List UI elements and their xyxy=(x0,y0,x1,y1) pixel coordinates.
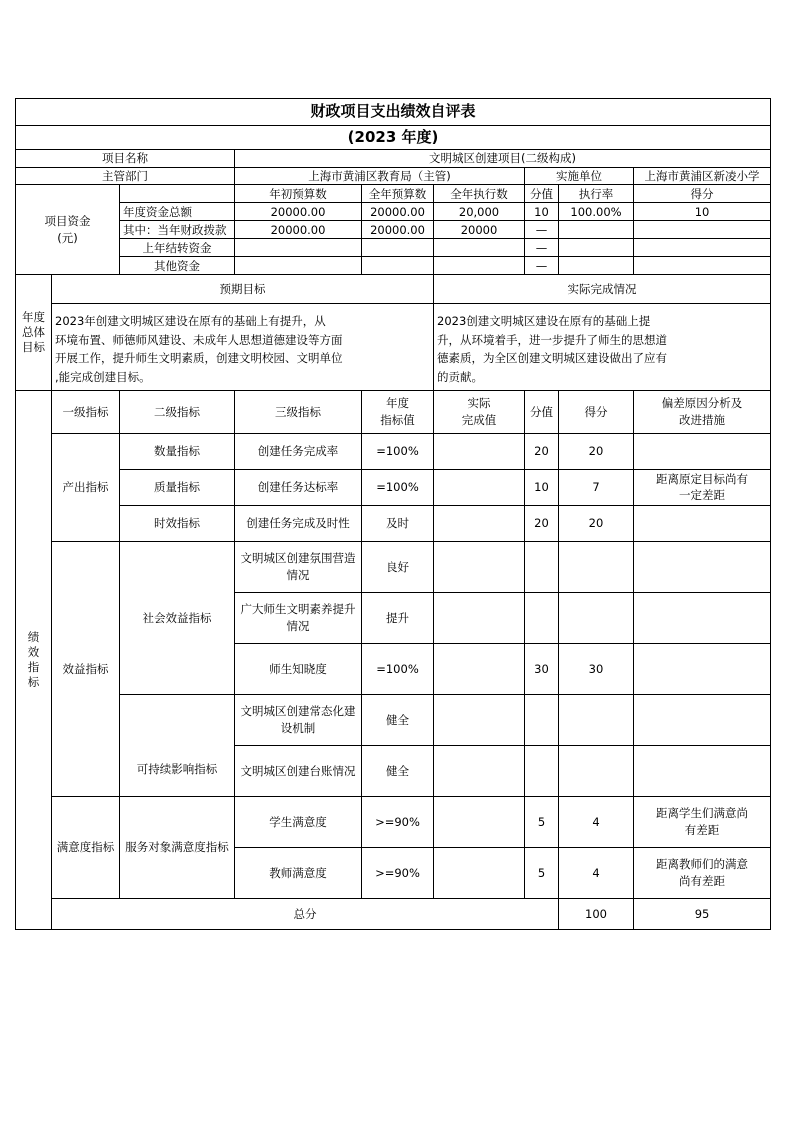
indicator-target: =100% xyxy=(362,643,434,694)
indicator-level3: 文明城区创建台账情况 xyxy=(235,745,362,796)
dept-value: 上海市黄浦区教育局（主管) xyxy=(235,167,525,185)
funds-header-executed: 全年执行数 xyxy=(434,185,525,203)
indicator-actual xyxy=(434,433,525,469)
indicator-level1-benefit: 效益指标 xyxy=(52,541,120,796)
funds-row-carryover xyxy=(16,239,771,257)
indicator-score: 4 xyxy=(559,796,634,847)
indicator-deviation xyxy=(634,694,771,745)
indicator-score: 4 xyxy=(559,847,634,898)
indicator-row xyxy=(16,433,771,469)
project-name-label: 项目名称 xyxy=(16,150,235,168)
indicator-score-value: 20 xyxy=(525,433,559,469)
indicator-actual xyxy=(434,505,525,541)
funds-header-initial: 年初预算数 xyxy=(235,185,362,203)
indicator-level2-sustainable: 可持续影响指标 xyxy=(120,694,235,796)
indicator-score-value: 5 xyxy=(525,847,559,898)
indicator-actual xyxy=(434,847,525,898)
indicator-row xyxy=(16,694,771,745)
dept-label: 主管部门 xyxy=(16,167,235,185)
funds-header-score-value: 分值 xyxy=(525,185,559,203)
report-year: (2023 年度) xyxy=(16,126,771,150)
indicator-header-deviation: 偏差原因分析及 改进措施 xyxy=(634,390,771,433)
funds-header-rate: 执行率 xyxy=(559,185,634,203)
funds-rate: 100.00% xyxy=(559,203,634,221)
funds-row-label: 其中：当年财政拨款 xyxy=(120,221,235,239)
indicator-level2: 质量指标 xyxy=(120,469,235,505)
indicator-header-level1: 一级指标 xyxy=(52,390,120,433)
indicator-deviation: 距离教师们的满意 尚有差距 xyxy=(634,847,771,898)
indicator-score-value: 5 xyxy=(525,796,559,847)
unit-label: 实施单位 xyxy=(525,167,634,185)
indicator-level1-output: 产出指标 xyxy=(52,433,120,541)
indicator-score xyxy=(559,745,634,796)
funds-rate xyxy=(559,257,634,275)
indicator-score: 20 xyxy=(559,433,634,469)
funds-annual xyxy=(362,257,434,275)
funds-score-value: — xyxy=(525,239,559,257)
indicator-actual xyxy=(434,745,525,796)
indicator-score xyxy=(559,541,634,592)
indicator-score: 20 xyxy=(559,505,634,541)
indicator-actual xyxy=(434,694,525,745)
goals-label: 年度 总体 目标 xyxy=(16,275,52,391)
funds-row-label: 年度资金总额 xyxy=(120,203,235,221)
funds-executed xyxy=(434,239,525,257)
indicator-level3: 师生知晓度 xyxy=(235,643,362,694)
total-score-value: 100 xyxy=(559,898,634,929)
funds-annual: 20000.00 xyxy=(362,203,434,221)
indicator-deviation xyxy=(634,745,771,796)
funds-initial: 20000.00 xyxy=(235,221,362,239)
indicators-label: 绩 效 指 标 xyxy=(16,390,52,929)
funds-row-label: 上年结转资金 xyxy=(120,239,235,257)
indicator-deviation xyxy=(634,433,771,469)
indicator-actual xyxy=(434,469,525,505)
funds-initial xyxy=(235,257,362,275)
indicator-row xyxy=(16,469,771,505)
goals-actual-text: 2023创建文明城区建设在原有的基础上提 升，从环境着手，进一步提升了师生的思想道 德素质，为全区创建文明城区建设做出了应有 的贡献。 xyxy=(434,304,771,391)
indicator-deviation xyxy=(634,592,771,643)
indicator-row xyxy=(16,541,771,592)
funds-score: 10 xyxy=(634,203,771,221)
indicator-deviation: 距离原定目标尚有 一定差距 xyxy=(634,469,771,505)
funds-score xyxy=(634,239,771,257)
funds-score-value: — xyxy=(525,257,559,275)
indicator-header-score: 得分 xyxy=(559,390,634,433)
indicator-level3: 文明城区创建氛围营造 情况 xyxy=(235,541,362,592)
project-name-value: 文明城区创建项目(二级构成) xyxy=(235,150,771,168)
indicator-header-target: 年度 指标值 xyxy=(362,390,434,433)
indicator-target: 健全 xyxy=(362,745,434,796)
indicator-score-value xyxy=(525,694,559,745)
indicator-score-value xyxy=(525,745,559,796)
indicator-level3: 教师满意度 xyxy=(235,847,362,898)
funds-initial: 20000.00 xyxy=(235,203,362,221)
funds-score xyxy=(634,257,771,275)
funds-header-score: 得分 xyxy=(634,185,771,203)
funds-score-value: — xyxy=(525,221,559,239)
indicator-row xyxy=(16,796,771,847)
indicator-score: 30 xyxy=(559,643,634,694)
indicator-level2: 时效指标 xyxy=(120,505,235,541)
indicator-level2: 数量指标 xyxy=(120,433,235,469)
funds-row-fiscal xyxy=(16,221,771,239)
funds-row-other xyxy=(16,257,771,275)
funds-executed: 20,000 xyxy=(434,203,525,221)
indicator-target: 及时 xyxy=(362,505,434,541)
goals-actual-header: 实际完成情况 xyxy=(434,275,771,304)
goals-expected-text: 2023年创建文明城区建设在原有的基础上有提升，从 环境布置、师德师风建设、未成年人思想道德建设等方面 开展工作，提升师生文明素质，创建文明校园、文明单位 ,能完成创建目标。 xyxy=(52,304,434,391)
indicator-actual xyxy=(434,643,525,694)
indicator-target: 健全 xyxy=(362,694,434,745)
indicator-level1-satisfaction: 满意度指标 xyxy=(52,796,120,898)
funds-annual: 20000.00 xyxy=(362,221,434,239)
total-score: 95 xyxy=(634,898,771,929)
indicator-header-actual: 实际 完成值 xyxy=(434,390,525,433)
funds-score xyxy=(634,221,771,239)
indicator-actual xyxy=(434,592,525,643)
indicator-target: 提升 xyxy=(362,592,434,643)
indicator-level2-service: 服务对象满意度指标 xyxy=(120,796,235,898)
funds-rate xyxy=(559,239,634,257)
funds-annual xyxy=(362,239,434,257)
indicator-level3: 创建任务完成率 xyxy=(235,433,362,469)
indicator-score-value: 30 xyxy=(525,643,559,694)
funds-score-value: 10 xyxy=(525,203,559,221)
indicator-deviation xyxy=(634,541,771,592)
indicator-score-value xyxy=(525,541,559,592)
indicator-score xyxy=(559,694,634,745)
indicator-level2-social: 社会效益指标 xyxy=(120,541,235,694)
indicator-deviation xyxy=(634,505,771,541)
funds-row-total xyxy=(16,203,771,221)
indicator-score-value xyxy=(525,592,559,643)
funds-label: 项目资金 (元) xyxy=(16,185,120,275)
indicator-score-value: 20 xyxy=(525,505,559,541)
indicator-level3: 创建任务完成及时性 xyxy=(235,505,362,541)
total-label: 总分 xyxy=(52,898,559,929)
indicator-actual xyxy=(434,796,525,847)
indicator-level3: 广大师生文明素养提升 情况 xyxy=(235,592,362,643)
page-title: 财政项目支出绩效自评表 xyxy=(16,99,771,126)
funds-header-annual: 全年预算数 xyxy=(362,185,434,203)
funds-rate xyxy=(559,221,634,239)
indicator-header-level3: 三级指标 xyxy=(235,390,362,433)
funds-header-blank xyxy=(120,185,235,203)
indicator-target: >=90% xyxy=(362,847,434,898)
performance-evaluation-table xyxy=(15,98,771,930)
unit-value: 上海市黄浦区新凌小学 xyxy=(634,167,771,185)
indicator-deviation xyxy=(634,643,771,694)
funds-initial xyxy=(235,239,362,257)
indicator-target: =100% xyxy=(362,469,434,505)
indicator-target: 良好 xyxy=(362,541,434,592)
indicator-actual xyxy=(434,541,525,592)
indicator-level3: 文明城区创建常态化建 设机制 xyxy=(235,694,362,745)
indicator-deviation: 距离学生们满意尚 有差距 xyxy=(634,796,771,847)
indicator-target: =100% xyxy=(362,433,434,469)
indicator-level3: 学生满意度 xyxy=(235,796,362,847)
funds-executed xyxy=(434,257,525,275)
indicator-score xyxy=(559,592,634,643)
indicator-score: 7 xyxy=(559,469,634,505)
total-row xyxy=(16,898,771,929)
indicator-score-value: 10 xyxy=(525,469,559,505)
indicator-header-level2: 二级指标 xyxy=(120,390,235,433)
funds-row-label: 其他资金 xyxy=(120,257,235,275)
indicator-header-score-value: 分值 xyxy=(525,390,559,433)
indicator-level3: 创建任务达标率 xyxy=(235,469,362,505)
goals-expected-header: 预期目标 xyxy=(52,275,434,304)
funds-executed: 20000 xyxy=(434,221,525,239)
indicator-target: >=90% xyxy=(362,796,434,847)
indicator-row xyxy=(16,505,771,541)
